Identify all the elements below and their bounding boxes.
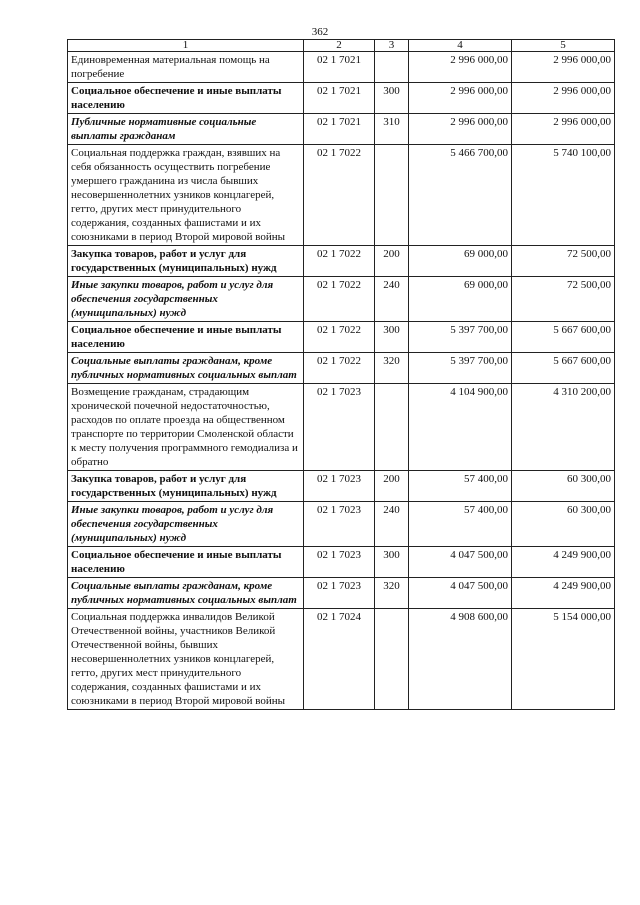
table-row (68, 114, 615, 145)
row-amount-year2-cell: 5 740 100,00 (512, 145, 615, 246)
table-row (68, 502, 615, 547)
row-code-cell: 02 1 7021 (304, 114, 375, 145)
row-type-cell (375, 145, 409, 246)
row-amount-year1-cell: 57 400,00 (409, 471, 512, 502)
row-name-cell: Публичные нормативные социальные выплаты гражданам (68, 114, 304, 145)
table-row (68, 578, 615, 609)
header-col-3: 3 (375, 40, 409, 52)
row-type-cell: 240 (375, 502, 409, 547)
row-amount-year2-cell: 2 996 000,00 (512, 83, 615, 114)
row-amount-year1-cell: 57 400,00 (409, 502, 512, 547)
budget-table (67, 39, 615, 710)
row-amount-year1-cell: 69 000,00 (409, 277, 512, 322)
row-amount-year2-cell: 5 667 600,00 (512, 322, 615, 353)
row-amount-year2-cell: 72 500,00 (512, 277, 615, 322)
table-row (68, 246, 615, 277)
row-amount-year1-cell: 69 000,00 (409, 246, 512, 277)
row-amount-year1-cell: 2 996 000,00 (409, 52, 512, 83)
header-col-5: 5 (512, 40, 615, 52)
table-row (68, 353, 615, 384)
row-code-cell: 02 1 7021 (304, 83, 375, 114)
row-name-cell: Иные закупки товаров, работ и услуг для обеспечения государственных (муниципальных) нужд (68, 277, 304, 322)
row-type-cell: 320 (375, 578, 409, 609)
row-name-cell: Закупка товаров, работ и услуг для государственных (муниципальных) нужд (68, 246, 304, 277)
row-type-cell: 200 (375, 471, 409, 502)
row-code-cell: 02 1 7022 (304, 246, 375, 277)
table-row (68, 471, 615, 502)
row-name-cell: Социальная поддержка инвалидов Великой Отечественной войны, участников Великой Отечественной войны, бывших несовершеннолетних узников концлагерей, гетто, других мест принудительного содержания, созданных фашистами и их союзниками в период Второй мировой войны (68, 609, 304, 710)
row-name-cell: Единовременная материальная помощь на погребение (68, 52, 304, 83)
row-name-cell: Иные закупки товаров, работ и услуг для обеспечения государственных (муниципальных) нужд (68, 502, 304, 547)
header-col-4: 4 (409, 40, 512, 52)
table-row (68, 384, 615, 471)
row-name-cell: Возмещение гражданам, страдающим хронической почечной недостаточностью, расходов по оплате проезда на общественном транспорте по территории Смоленской области к месту получения программного гемодиализа и обратно (68, 384, 304, 471)
row-amount-year2-cell: 60 300,00 (512, 471, 615, 502)
row-amount-year1-cell: 4 104 900,00 (409, 384, 512, 471)
row-amount-year2-cell: 72 500,00 (512, 246, 615, 277)
row-type-cell: 320 (375, 353, 409, 384)
row-code-cell: 02 1 7023 (304, 547, 375, 578)
table-row (68, 52, 615, 83)
table-row (68, 277, 615, 322)
row-code-cell: 02 1 7022 (304, 277, 375, 322)
row-type-cell: 310 (375, 114, 409, 145)
row-amount-year1-cell: 4 908 600,00 (409, 609, 512, 710)
table-row (68, 322, 615, 353)
row-name-cell: Социальное обеспечение и иные выплаты населению (68, 83, 304, 114)
row-type-cell (375, 52, 409, 83)
row-code-cell: 02 1 7023 (304, 471, 375, 502)
row-amount-year1-cell: 5 397 700,00 (409, 322, 512, 353)
row-code-cell: 02 1 7024 (304, 609, 375, 710)
table-header-row (68, 40, 615, 52)
row-type-cell: 300 (375, 547, 409, 578)
row-amount-year2-cell: 2 996 000,00 (512, 52, 615, 83)
table-body (68, 52, 615, 710)
table-row (68, 547, 615, 578)
row-amount-year1-cell: 2 996 000,00 (409, 114, 512, 145)
row-name-cell: Социальное обеспечение и иные выплаты населению (68, 322, 304, 353)
row-type-cell (375, 609, 409, 710)
row-name-cell: Социальная поддержка граждан, взявших на себя обязанность осуществить погребение умершего гражданина из числа бывших несовершеннолетних узников концлагерей, гетто, других мест принудительного содержания, созданных фашистами и их союзниками в период Второй мировой войны (68, 145, 304, 246)
row-amount-year1-cell: 5 397 700,00 (409, 353, 512, 384)
row-code-cell: 02 1 7022 (304, 322, 375, 353)
row-amount-year2-cell: 4 310 200,00 (512, 384, 615, 471)
row-type-cell: 200 (375, 246, 409, 277)
row-amount-year2-cell: 60 300,00 (512, 502, 615, 547)
row-amount-year1-cell: 5 466 700,00 (409, 145, 512, 246)
table-row (68, 145, 615, 246)
row-name-cell: Социальные выплаты гражданам, кроме публичных нормативных социальных выплат (68, 353, 304, 384)
row-name-cell: Закупка товаров, работ и услуг для государственных (муниципальных) нужд (68, 471, 304, 502)
row-code-cell: 02 1 7022 (304, 145, 375, 246)
page-number: 362 (311, 26, 329, 38)
header-col-1: 1 (68, 40, 304, 52)
row-type-cell: 300 (375, 83, 409, 114)
row-code-cell: 02 1 7023 (304, 502, 375, 547)
row-type-cell: 240 (375, 277, 409, 322)
table-row (68, 609, 615, 710)
row-amount-year1-cell: 2 996 000,00 (409, 83, 512, 114)
header-col-2: 2 (304, 40, 375, 52)
row-type-cell: 300 (375, 322, 409, 353)
row-amount-year2-cell: 5 667 600,00 (512, 353, 615, 384)
row-name-cell: Социальные выплаты гражданам, кроме публичных нормативных социальных выплат (68, 578, 304, 609)
row-code-cell: 02 1 7023 (304, 384, 375, 471)
row-amount-year2-cell: 4 249 900,00 (512, 547, 615, 578)
table-row (68, 83, 615, 114)
row-amount-year2-cell: 4 249 900,00 (512, 578, 615, 609)
row-amount-year1-cell: 4 047 500,00 (409, 547, 512, 578)
row-code-cell: 02 1 7021 (304, 52, 375, 83)
row-code-cell: 02 1 7022 (304, 353, 375, 384)
row-type-cell (375, 384, 409, 471)
row-code-cell: 02 1 7023 (304, 578, 375, 609)
row-amount-year2-cell: 2 996 000,00 (512, 114, 615, 145)
row-amount-year1-cell: 4 047 500,00 (409, 578, 512, 609)
row-name-cell: Социальное обеспечение и иные выплаты населению (68, 547, 304, 578)
row-amount-year2-cell: 5 154 000,00 (512, 609, 615, 710)
